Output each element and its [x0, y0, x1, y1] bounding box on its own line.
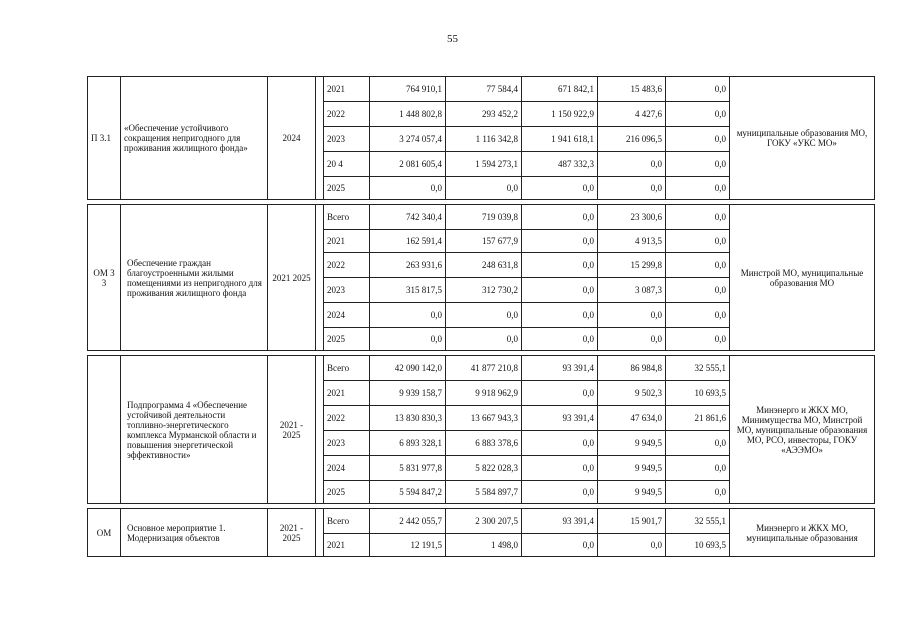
- value-cell: 47 634,0: [598, 406, 666, 431]
- value-cell: 0,0: [666, 230, 730, 253]
- row-code: ОМ: [88, 509, 121, 557]
- value-cell: 1 150 922,9: [522, 102, 598, 127]
- year-cell: 2024: [324, 303, 370, 328]
- table-row: [88, 77, 875, 102]
- value-cell: 0,0: [666, 152, 730, 177]
- value-cell: 4 913,5: [598, 230, 666, 253]
- value-cell: 21 861,6: [666, 406, 730, 431]
- year-cell: 2025: [324, 328, 370, 351]
- column-gap: [316, 356, 324, 504]
- value-cell: 0,0: [522, 381, 598, 406]
- value-cell: 719 039,8: [446, 205, 522, 230]
- value-cell: 0,0: [370, 303, 446, 328]
- value-cell: 0,0: [666, 456, 730, 481]
- value-cell: 41 877 210,8: [446, 356, 522, 381]
- value-cell: 0,0: [522, 431, 598, 456]
- column-gap: [316, 205, 324, 351]
- value-cell: 1 594 273,1: [446, 152, 522, 177]
- measure-name: Подпрограмма 4 «Обеспечение устойчивой деятельности топливно-энергетического комплекса Мурманской области и повышения энергетической эффективности»: [121, 356, 268, 504]
- value-cell: 6 883 378,6: [446, 431, 522, 456]
- value-cell: 0,0: [666, 205, 730, 230]
- value-cell: 10 693,5: [666, 534, 730, 557]
- value-cell: 0,0: [666, 177, 730, 200]
- year-cell: 2023: [324, 127, 370, 152]
- value-cell: 0,0: [598, 177, 666, 200]
- value-cell: 5 822 028,3: [446, 456, 522, 481]
- year-cell: 2025: [324, 481, 370, 504]
- period: 2021 - 2025: [268, 509, 316, 557]
- year-cell: 2021: [324, 381, 370, 406]
- value-cell: 0,0: [522, 205, 598, 230]
- value-cell: 671 842,1: [522, 77, 598, 102]
- value-cell: 0,0: [522, 481, 598, 504]
- value-cell: 0,0: [446, 328, 522, 351]
- row-code: [88, 356, 121, 504]
- value-cell: 0,0: [598, 152, 666, 177]
- value-cell: 315 817,5: [370, 278, 446, 303]
- value-cell: 15 901,7: [598, 509, 666, 534]
- value-cell: 0,0: [522, 177, 598, 200]
- value-cell: 15 483,6: [598, 77, 666, 102]
- value-cell: 0,0: [522, 328, 598, 351]
- budget-table: [87, 76, 875, 557]
- value-cell: 1 448 802,8: [370, 102, 446, 127]
- page-number: 55: [447, 33, 458, 45]
- period: 2021 - 2025: [268, 356, 316, 504]
- value-cell: 0,0: [666, 303, 730, 328]
- year-cell: 2022: [324, 253, 370, 278]
- value-cell: 3 087,3: [598, 278, 666, 303]
- value-cell: 32 555,1: [666, 509, 730, 534]
- responsible-executor: Минстрой МО, муниципальные образования МО: [730, 205, 875, 351]
- column-gap: [316, 509, 324, 557]
- value-cell: 0,0: [598, 303, 666, 328]
- value-cell: 248 631,8: [446, 253, 522, 278]
- year-cell: 2021: [324, 230, 370, 253]
- value-cell: 2 442 055,7: [370, 509, 446, 534]
- column-gap: [316, 77, 324, 200]
- value-cell: 0,0: [666, 278, 730, 303]
- value-cell: 9 918 962,9: [446, 381, 522, 406]
- responsible-executor: Минэнерго и ЖКХ МО, муниципальные образования: [730, 509, 875, 557]
- value-cell: 0,0: [666, 328, 730, 351]
- table-row: [88, 356, 875, 381]
- value-cell: 23 300,6: [598, 205, 666, 230]
- year-cell: 2021: [324, 534, 370, 557]
- value-cell: 216 096,5: [598, 127, 666, 152]
- value-cell: 157 677,9: [446, 230, 522, 253]
- value-cell: 4 427,6: [598, 102, 666, 127]
- value-cell: 1 116 342,8: [446, 127, 522, 152]
- year-cell: 2021: [324, 77, 370, 102]
- value-cell: 0,0: [522, 303, 598, 328]
- value-cell: 0,0: [522, 230, 598, 253]
- value-cell: 93 391,4: [522, 509, 598, 534]
- value-cell: 13 830 830,3: [370, 406, 446, 431]
- responsible-executor: муниципальные образования МО, ГОКУ «УКС МО»: [730, 77, 875, 200]
- value-cell: 9 949,5: [598, 481, 666, 504]
- value-cell: 764 910,1: [370, 77, 446, 102]
- value-cell: 312 730,2: [446, 278, 522, 303]
- value-cell: 0,0: [666, 481, 730, 504]
- year-cell: 2024: [324, 456, 370, 481]
- year-cell: Всего: [324, 356, 370, 381]
- value-cell: 3 274 057,4: [370, 127, 446, 152]
- value-cell: 12 191,5: [370, 534, 446, 557]
- year-cell: Всего: [324, 205, 370, 230]
- value-cell: 162 591,4: [370, 230, 446, 253]
- value-cell: 9 502,3: [598, 381, 666, 406]
- value-cell: 0,0: [522, 456, 598, 481]
- row-code: ОМ 3 3: [88, 205, 121, 351]
- value-cell: 0,0: [446, 303, 522, 328]
- value-cell: 293 452,2: [446, 102, 522, 127]
- value-cell: 13 667 943,3: [446, 406, 522, 431]
- value-cell: 0,0: [370, 328, 446, 351]
- value-cell: 32 555,1: [666, 356, 730, 381]
- value-cell: 15 299,8: [598, 253, 666, 278]
- row-code: П 3.1: [88, 77, 121, 200]
- value-cell: 9 939 158,7: [370, 381, 446, 406]
- year-cell: 2025: [324, 177, 370, 200]
- value-cell: 0,0: [666, 431, 730, 456]
- year-cell: 2023: [324, 431, 370, 456]
- value-cell: 86 984,8: [598, 356, 666, 381]
- year-cell: 20 4: [324, 152, 370, 177]
- year-cell: 2022: [324, 406, 370, 431]
- responsible-executor: Минэнерго и ЖКХ МО, Минимущества МО, Минстрой МО, муниципальные образования МО, РСО, инвесторы, ГОКУ «АЭЭМО»: [730, 356, 875, 504]
- value-cell: 5 594 847,2: [370, 481, 446, 504]
- value-cell: 6 893 328,1: [370, 431, 446, 456]
- value-cell: 93 391,4: [522, 406, 598, 431]
- period: 2021 2025: [268, 205, 316, 351]
- value-cell: 5 584 897,7: [446, 481, 522, 504]
- value-cell: 0,0: [666, 102, 730, 127]
- value-cell: 0,0: [522, 534, 598, 557]
- measure-name: «Обеспечение устойчивого сокращения непригодного для проживания жилищного фонда»: [121, 77, 268, 200]
- value-cell: 742 340,4: [370, 205, 446, 230]
- table-row: [88, 205, 875, 230]
- value-cell: 9 949,5: [598, 456, 666, 481]
- value-cell: 0,0: [598, 534, 666, 557]
- value-cell: 0,0: [666, 77, 730, 102]
- value-cell: 77 584,4: [446, 77, 522, 102]
- value-cell: 0,0: [522, 278, 598, 303]
- value-cell: 0,0: [666, 253, 730, 278]
- value-cell: 1 941 618,1: [522, 127, 598, 152]
- value-cell: 0,0: [446, 177, 522, 200]
- value-cell: 487 332,3: [522, 152, 598, 177]
- table-row: [88, 509, 875, 534]
- value-cell: 0,0: [666, 127, 730, 152]
- value-cell: 5 831 977,8: [370, 456, 446, 481]
- value-cell: 2 081 605,4: [370, 152, 446, 177]
- value-cell: 10 693,5: [666, 381, 730, 406]
- year-cell: 2023: [324, 278, 370, 303]
- value-cell: 2 300 207,5: [446, 509, 522, 534]
- value-cell: 1 498,0: [446, 534, 522, 557]
- year-cell: Всего: [324, 509, 370, 534]
- value-cell: 0,0: [598, 328, 666, 351]
- value-cell: 93 391,4: [522, 356, 598, 381]
- value-cell: 263 931,6: [370, 253, 446, 278]
- value-cell: 9 949,5: [598, 431, 666, 456]
- value-cell: 42 090 142,0: [370, 356, 446, 381]
- measure-name: Обеспечение граждан благоустроенными жилыми помещениями из непригодного для проживания жилищного фонда: [121, 205, 268, 351]
- value-cell: 0,0: [370, 177, 446, 200]
- period: 2024: [268, 77, 316, 200]
- year-cell: 2022: [324, 102, 370, 127]
- measure-name: Основное мероприятие 1. Модернизация объектов: [121, 509, 268, 557]
- value-cell: 0,0: [522, 253, 598, 278]
